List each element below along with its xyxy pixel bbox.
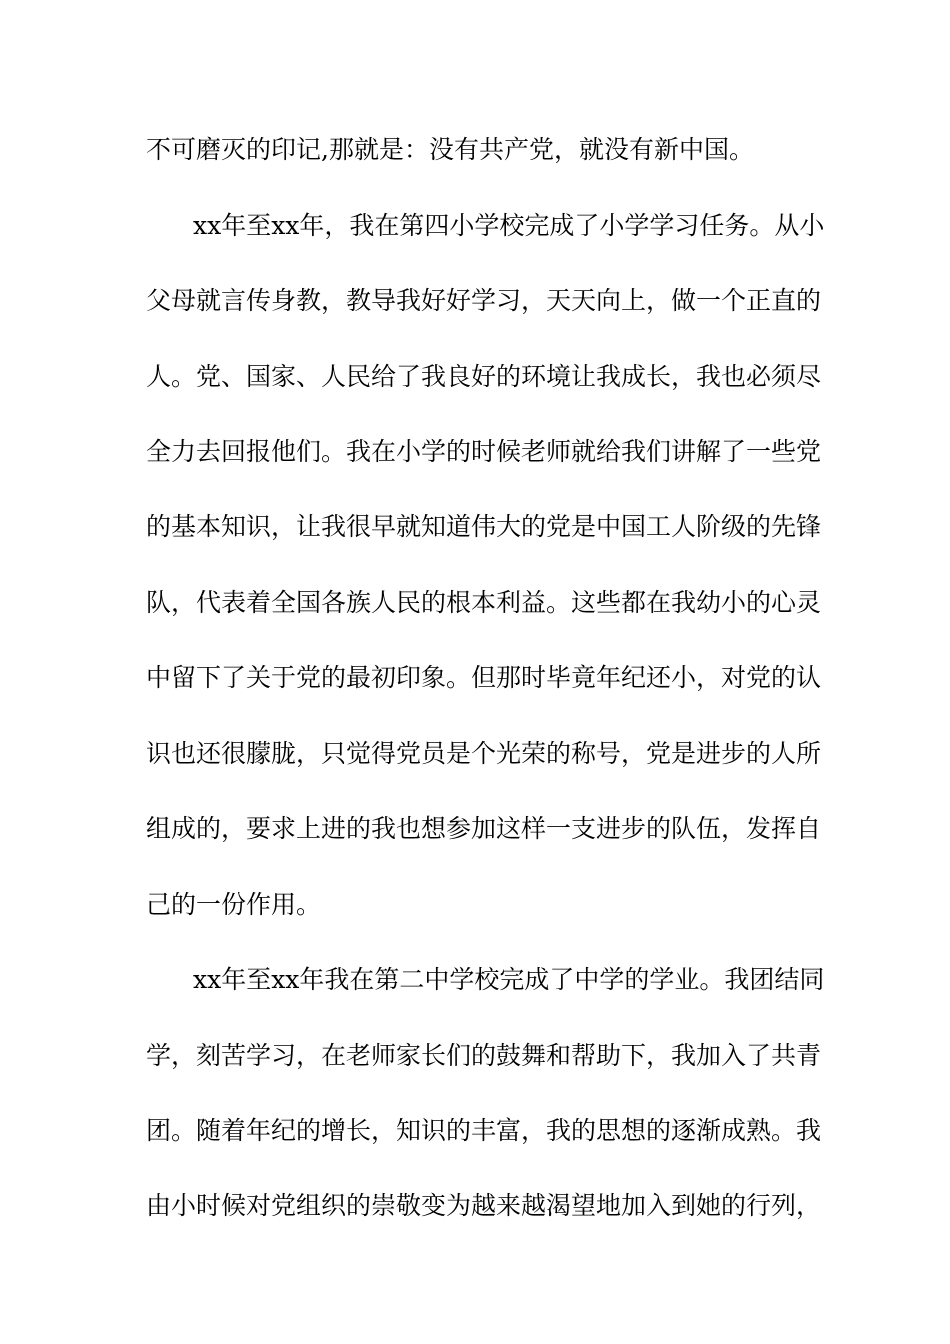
text-line: 全力去回报他们。我在小学的时候老师就给我们讲解了一些党 [146,437,822,466]
paragraph-start-line: xx年至xx年，我在第四小学校完成了小学学习任务。从小 [193,211,825,240]
text-line: 中留下了关于党的最初印象。但那时毕竟年纪还小，对党的认 [146,663,822,692]
paragraph-start-line: xx年至xx年我在第二中学校完成了中学的学业。我团结同 [193,965,825,994]
text-line: 人。党、国家、人民给了我良好的环境让我成长，我也必须尽 [146,362,822,391]
text-line: 由小时候对党组织的崇敬变为越来越渴望地加入到她的行列， [146,1191,822,1220]
text-line: 团。随着年纪的增长，知识的丰富，我的思想的逐渐成熟。我 [146,1116,822,1145]
text-line: 父母就言传身教，教导我好好学习，天天向上，做一个正直的 [146,286,822,315]
text-line: 识也还很朦胧，只觉得党员是个光荣的称号，党是进步的人所 [146,739,822,768]
text-line: 队，代表着全国各族人民的根本利益。这些都在我幼小的心灵 [146,588,822,617]
text-line: 的基本知识，让我很早就知道伟大的党是中国工人阶级的先锋 [146,512,822,541]
paragraph-end-line: 己的一份作用。 [146,890,322,919]
text-line: 组成的，要求上进的我也想参加这样一支进步的队伍，发挥自 [146,814,822,843]
text-line: 学，刻苦学习，在老师家长们的鼓舞和帮助下，我加入了共青 [146,1041,822,1070]
text-line: 不可磨灭的印记,那就是：没有共产党，就没有新中国。 [146,135,754,164]
